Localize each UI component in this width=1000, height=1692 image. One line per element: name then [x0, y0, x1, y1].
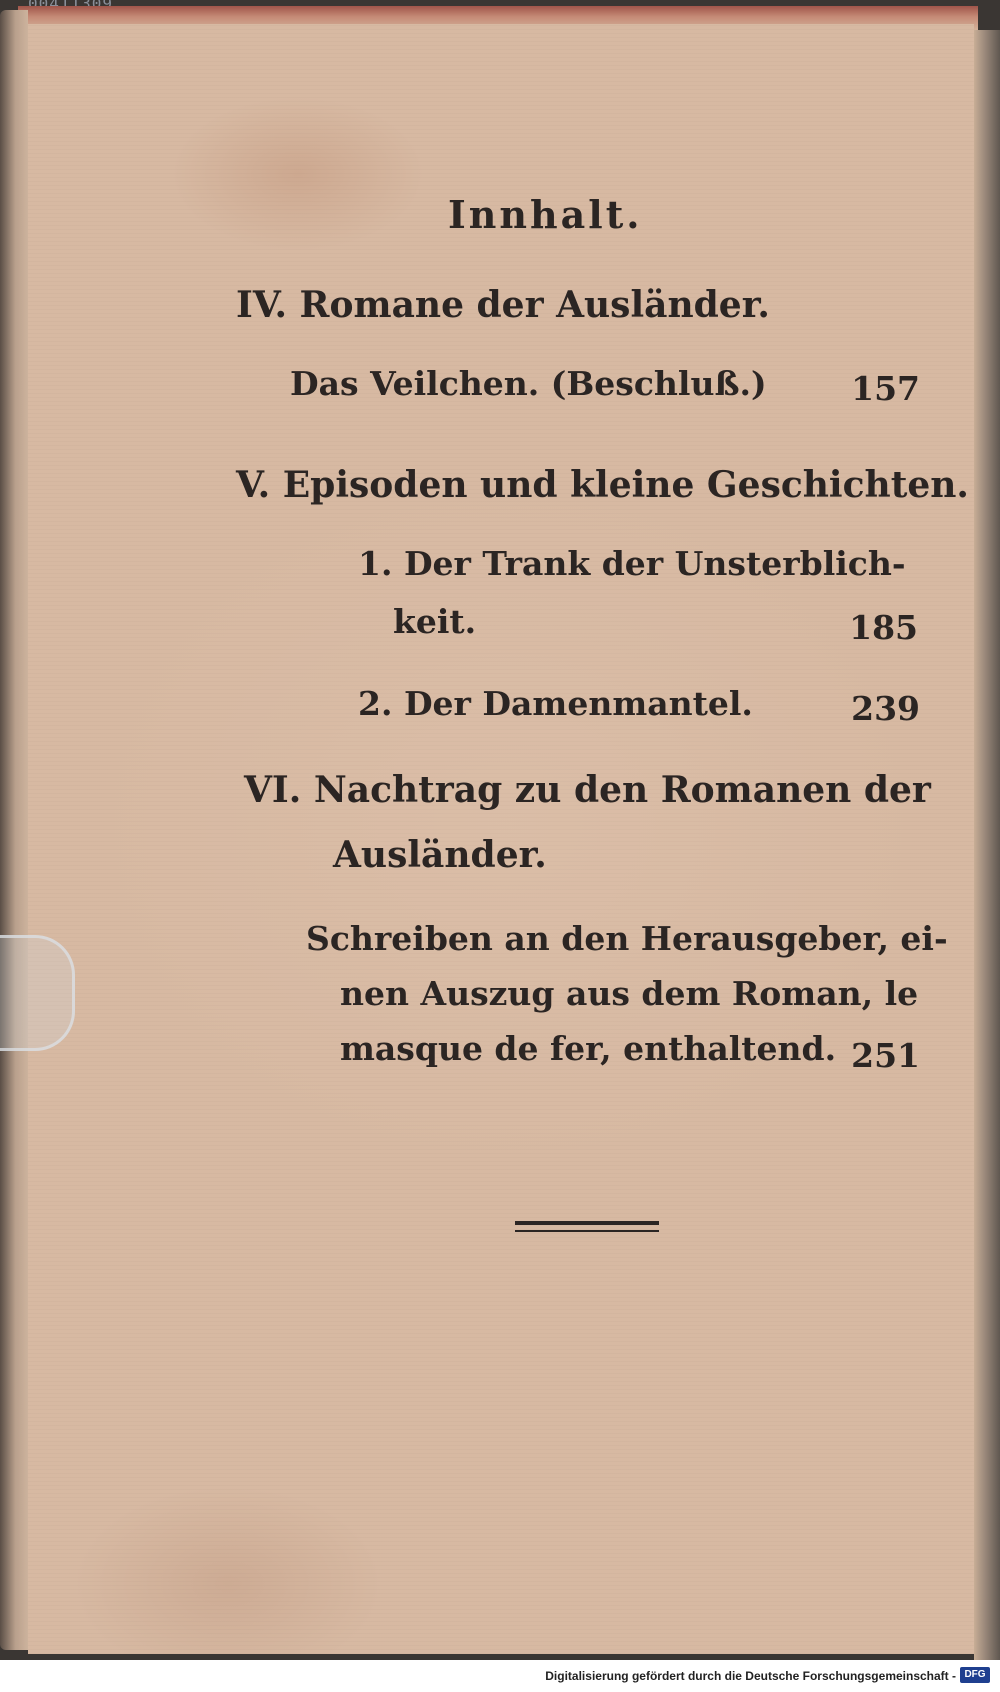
toc-page-number: 251 — [851, 1036, 920, 1075]
double-rule-divider — [515, 1221, 659, 1225]
toc-section-vi: VI. Nachtrag zu den Romanen der — [244, 769, 931, 811]
toc-entry-label-continued: nen Auszug aus dem Roman, le — [340, 974, 919, 1013]
toc-section-iv: IV. Romane der Ausländer. — [236, 284, 770, 326]
dfg-logo-icon: DFG — [960, 1667, 990, 1683]
toc-entry-label-continued: keit. — [393, 602, 477, 641]
toc-entry-label: 2. Der Damenmantel. — [358, 684, 753, 723]
page-edge-right — [974, 30, 1000, 1660]
double-rule-divider-lower — [515, 1230, 659, 1232]
toc-section-v: V. Episoden und kleine Geschichten. — [236, 464, 969, 506]
page-title: Innhalt. — [448, 192, 643, 237]
book-page — [28, 24, 974, 1654]
toc-entry-label: Das Veilchen. (Beschluß.) — [290, 364, 767, 403]
footer-bar — [0, 1660, 1000, 1692]
toc-page-number: 157 — [851, 369, 920, 408]
funding-credit: Digitalisierung gefördert durch die Deutsche Forschungsgemeinschaft - — [545, 1669, 956, 1683]
toc-page-number: 239 — [851, 689, 920, 728]
page-edge-left — [0, 10, 28, 1650]
toc-entry-label: 1. Der Trank der Unsterblich- — [358, 544, 906, 583]
toc-entry-label-continued: masque de fer, enthaltend. — [340, 1029, 837, 1068]
page-clip-icon — [0, 935, 75, 1051]
toc-entry-label: Schreiben an den Herausgeber, ei- — [306, 919, 948, 958]
toc-page-number: 185 — [849, 608, 918, 647]
toc-section-vi-continued: Ausländer. — [333, 834, 547, 876]
